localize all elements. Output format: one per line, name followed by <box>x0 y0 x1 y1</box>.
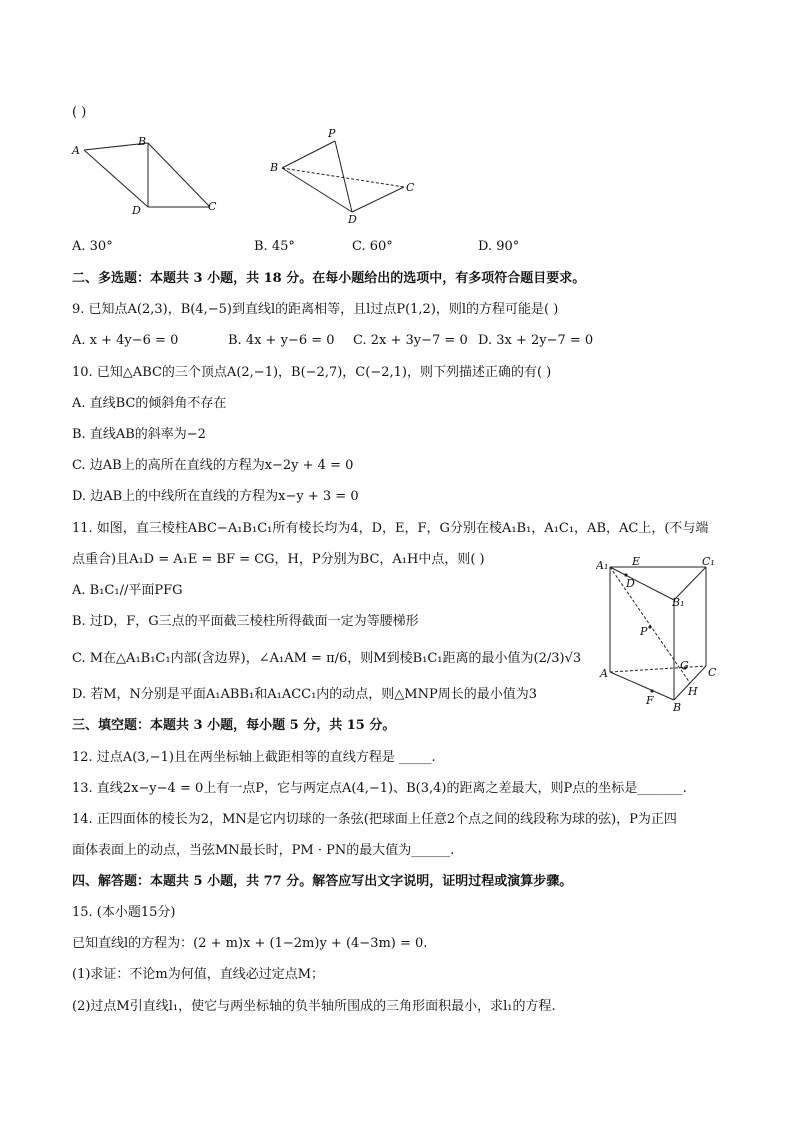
q14-stem-line2: 面体表面上的动点，当弦MN最长时，PM · PN的最大值为______. <box>72 843 455 858</box>
q11-figure-prism <box>596 555 736 715</box>
q9-option-c: C. 2x + 3y−7 = 0 <box>353 333 468 348</box>
q11-option-d: D. 若M，N分别是平面A₁ABB₁和A₁ACC₁内的动点，则△MNP周长的最小值为3 <box>72 687 538 702</box>
q10-option-c: C. 边AB上的高所在直线的方程为x−2y + 4 = 0 <box>72 458 354 473</box>
q15-part1: (1)求证：不论m为何值，直线必过定点M； <box>72 967 325 982</box>
q10-option-b: B. 直线AB的斜率为−2 <box>72 427 206 442</box>
q11-stem-line2: 点重合)且A₁D = A₁E = BF = CG，H，P分别为BC，A₁H中点，则( ) <box>72 552 485 567</box>
q9-stem: 9. 已知点A(2,3)，B(4,−5)到直线l的距离相等，且l过点P(1,2)，则l的方程可能是( ) <box>72 302 559 317</box>
q9-option-d: D. 3x + 2y−7 = 0 <box>478 333 594 348</box>
fig1-label-c: C <box>208 200 217 213</box>
fig3-label-e: E <box>632 555 641 568</box>
fig2-label-p: P <box>328 127 336 140</box>
q10-option-d: D. 边AB上的中线所在直线的方程为x−y + 3 = 0 <box>72 489 359 504</box>
q11-stem-line1: 11. 如图，直三棱柱ABC−A₁B₁C₁所有棱长均为4，D，E，F，G分别在棱A₁B₁，A₁C₁，AB，AC上，(不与端 <box>72 521 709 536</box>
q11-option-a: A. B₁C₁//平面PFG <box>72 583 183 598</box>
fig1-label-b: B <box>138 135 147 148</box>
q15-title: 15. (本小题15分) <box>72 905 176 920</box>
fig1-label-d: D <box>132 204 141 217</box>
fig2-label-d: D <box>348 213 357 225</box>
fig3-label-b1: B₁ <box>672 596 685 609</box>
fig3-label-b: B <box>673 701 682 714</box>
fig3-label-h: H <box>688 685 698 698</box>
q15-stem: 已知直线l的方程为：(2 + m)x + (1−2m)y + (4−3m) = 0. <box>72 936 428 951</box>
fig3-label-a1: A₁ <box>596 559 609 572</box>
fig3-label-f: F <box>646 694 654 707</box>
fig1-label-a: A <box>72 144 80 157</box>
q15-part2: (2)过点M引直线l₁，使它与两坐标轴的负半轴所围成的三角形面积最小，求l₁的方程. <box>72 999 556 1014</box>
section4-heading: 四、解答题：本题共 5 小题，共 77 分。解答应写出文字说明，证明过程或演算步骤。 <box>72 874 573 889</box>
q8-paren: ( ) <box>72 105 87 120</box>
q9-option-a: A. x + 4y−6 = 0 <box>72 333 179 348</box>
section3-heading: 三、填空题：本题共 3 小题，每小题 5 分，共 15 分。 <box>72 718 396 733</box>
q10-option-a: A. 直线BC的倾斜角不存在 <box>72 396 227 411</box>
section2-heading: 二、多选题：本题共 3 小题，共 18 分。在每小题给出的选项中，有多项符合题目要求。 <box>72 271 586 286</box>
q8-option-d: D. 90° <box>478 239 520 254</box>
q8-figure-folded <box>266 125 426 225</box>
q8-option-b: B. 45° <box>254 239 295 254</box>
fig3-label-c1: C₁ <box>702 555 715 568</box>
q11-option-c: C. M在△A₁B₁C₁内部(含边界)，∠A₁AM = π/6，则M到棱B₁C₁距离的最小值为(2/3)√3 <box>72 651 582 666</box>
q12-stem: 12. 过点A(3,−1)且在两坐标轴上截距相等的直线方程是 _____. <box>72 750 436 765</box>
fig3-label-d: D <box>626 577 635 590</box>
fig2-label-c: C <box>406 181 415 194</box>
fig2-label-b: B <box>270 161 279 174</box>
q8-option-c: C. 60° <box>352 239 393 254</box>
q11-option-b: B. 过D，F，G三点的平面截三棱柱所得截面一定为等腰梯形 <box>72 614 419 629</box>
q9-option-b: B. 4x + y−6 = 0 <box>228 333 335 348</box>
q13-stem: 13. 直线2x−y−4 = 0上有一点P，它与两定点A(4,−1)、B(3,4)的距离之差最大，则P点的坐标是_______. <box>72 781 687 796</box>
fig3-label-g: G <box>680 659 689 672</box>
q10-stem: 10. 已知△ABC的三个顶点A(2,−1)，B(−2,7)，C(−2,1)，则下列描述正确的有( ) <box>72 365 552 380</box>
fig3-label-a: A <box>600 667 608 680</box>
q14-stem-line1: 14. 正四面体的棱长为2，MN是它内切球的一条弦(把球面上任意2个点之间的线段称为球的弦)，P为正四 <box>72 812 677 827</box>
fig3-label-c: C <box>708 666 717 679</box>
fig3-label-p: P <box>640 625 648 638</box>
q8-figure-parallelogram <box>66 132 226 217</box>
q8-option-a: A. 30° <box>72 239 113 254</box>
